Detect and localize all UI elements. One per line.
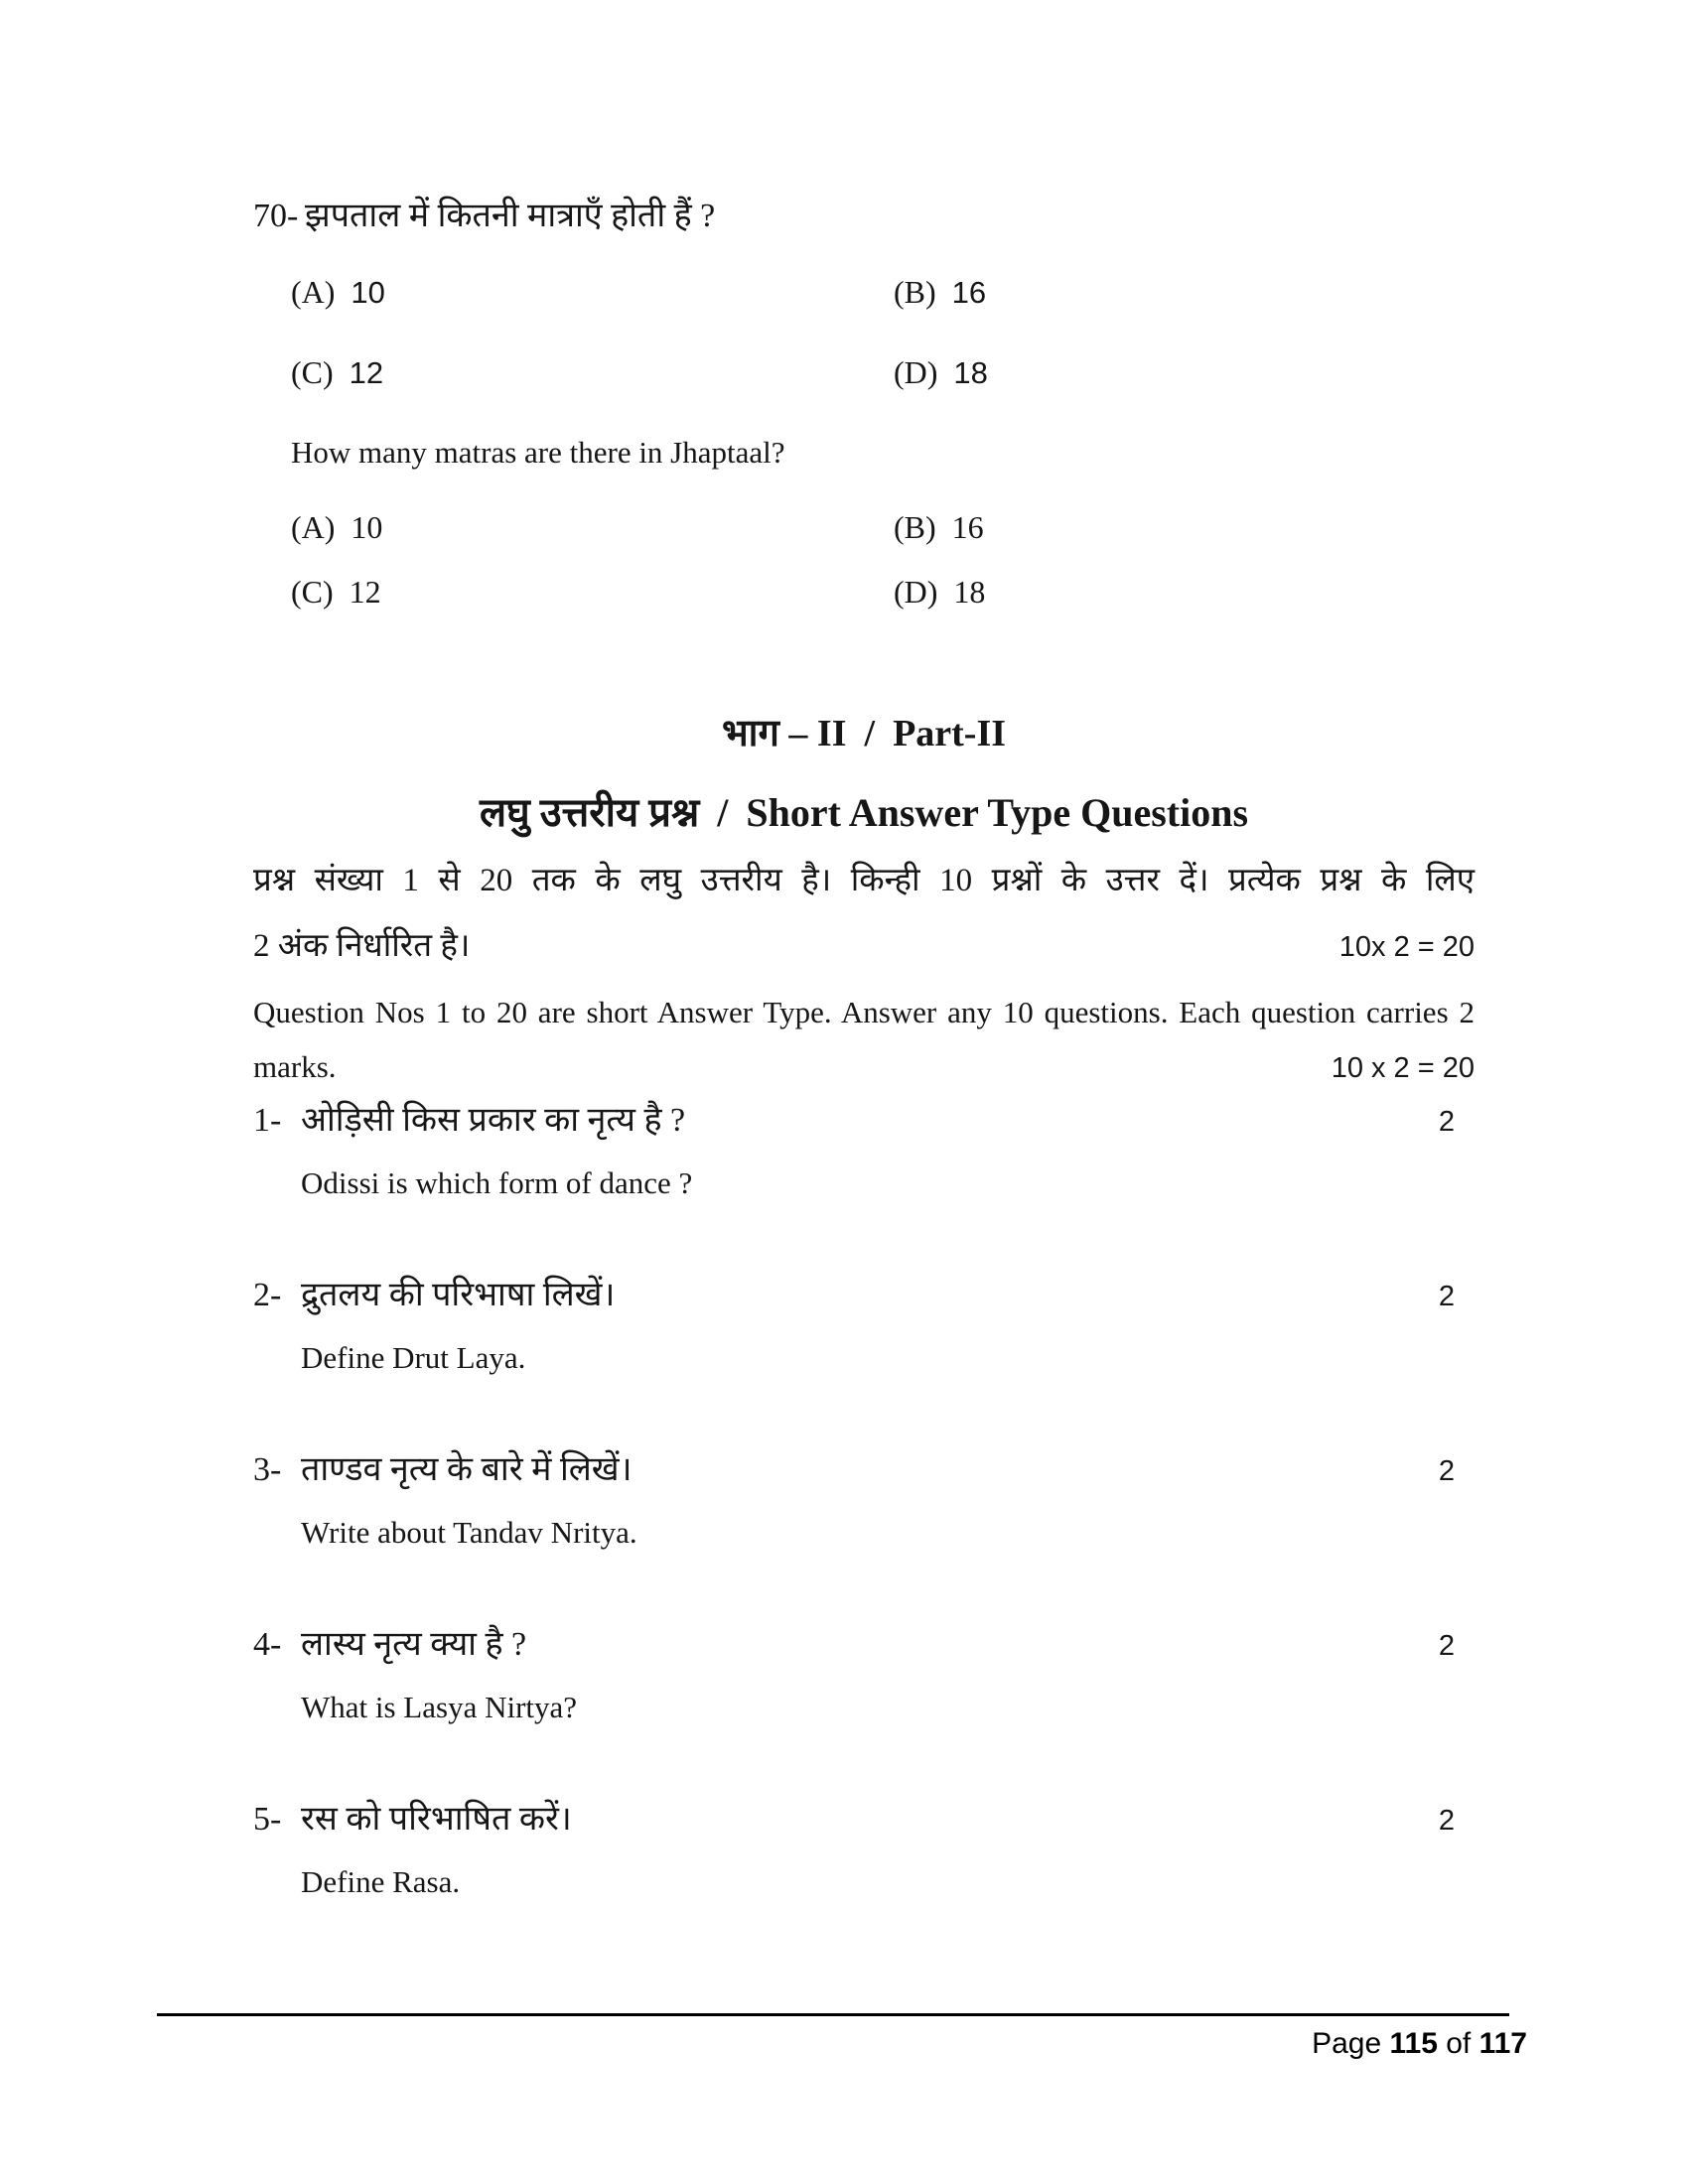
option-a-value: 10 xyxy=(351,275,385,310)
question-5 xyxy=(253,1797,1475,1904)
option-d-label: (D) xyxy=(894,354,938,390)
question-4-number: 4- xyxy=(253,1626,282,1663)
option-a-label: (A) xyxy=(291,509,336,545)
part-heading-english: Part-II xyxy=(893,713,1007,754)
option-d-value: 18 xyxy=(953,574,986,610)
question-4 xyxy=(253,1622,1475,1729)
page-number-total: 117 xyxy=(1478,2027,1527,2060)
option-a xyxy=(291,505,894,549)
footer-divider xyxy=(157,2013,1509,2016)
marks-formula-english: 10 x 2 = 20 xyxy=(1331,1052,1475,1084)
question-2 xyxy=(253,1273,1475,1380)
instructions-english-line2-row xyxy=(253,1045,1475,1090)
page-number xyxy=(1312,2027,1527,2061)
question-1-hindi: ओड़िसी किस प्रकार का नृत्य है ? xyxy=(301,1102,686,1139)
instructions-english-line1: Question Nos 1 to 20 are short Answer Type. Answer any 10 questions. Each question carries 2 xyxy=(253,995,1475,1029)
page-number-current: 115 xyxy=(1389,2027,1438,2060)
part-heading xyxy=(253,709,1475,758)
instructions-hindi-line2-row xyxy=(253,923,1475,970)
question-5-hindi: रस को परिभाषित करें। xyxy=(301,1801,572,1838)
instructions-english-line2: marks. xyxy=(253,1049,337,1084)
question-2-english: Define Drut Laya. xyxy=(301,1340,526,1375)
question-3-number: 3- xyxy=(253,1451,282,1488)
question-4-english: What is Lasya Nirtya? xyxy=(301,1690,578,1724)
option-c xyxy=(291,350,894,395)
page-number-of: of xyxy=(1437,2027,1479,2060)
question-5-number: 5- xyxy=(253,1801,282,1838)
question-70-number: 70- xyxy=(253,198,299,234)
section-heading-hindi: लघु उत्तरीय प्रश्न xyxy=(479,790,700,835)
option-c-label: (C) xyxy=(291,574,334,610)
question-70-options-hindi xyxy=(291,270,1475,395)
question-1-number: 1- xyxy=(253,1102,282,1139)
question-3-hindi: ताण्डव नृत्य के बारे में लिखें। xyxy=(301,1451,633,1488)
option-b-label: (B) xyxy=(894,509,936,545)
option-b-value: 16 xyxy=(951,275,987,310)
question-3-english: Write about Tandav Nritya. xyxy=(301,1515,637,1550)
option-a xyxy=(291,270,894,315)
option-b xyxy=(894,505,1475,549)
question-5-english: Define Rasa. xyxy=(301,1864,461,1899)
option-b-label: (B) xyxy=(894,274,936,310)
question-2-hindi: द्रुतलय की परिभाषा लिखें। xyxy=(301,1277,616,1313)
question-1-marks: 2 xyxy=(1438,1106,1455,1138)
question-5-marks: 2 xyxy=(1438,1805,1455,1837)
section-heading-separator: / xyxy=(717,790,729,835)
option-a-label: (A) xyxy=(291,274,336,310)
option-c-value: 12 xyxy=(349,574,381,610)
short-answer-questions xyxy=(253,1098,1475,1904)
marks-formula-hindi: 10x 2 = 20 xyxy=(1338,931,1475,963)
option-b xyxy=(894,270,1475,315)
instructions-hindi-line1: प्रश्न संख्या 1 से 20 तक के लघु उत्तरीय है। किन्ही 10 प्रश्नों के उत्तर दें। प्रत्येक प्रश्न के लिए xyxy=(253,863,1475,898)
question-4-marks: 2 xyxy=(1438,1630,1455,1662)
section-heading xyxy=(253,786,1475,840)
question-70-hindi-text: झपताल में कितनी मात्राएँ होती हैं ? xyxy=(305,198,716,234)
question-1 xyxy=(253,1098,1475,1205)
question-70-english: How many matras are there in Jhaptaal? xyxy=(291,435,785,470)
option-b-value: 16 xyxy=(951,509,984,545)
option-c xyxy=(291,570,894,614)
question-70-options-english xyxy=(291,505,1475,614)
question-3-marks: 2 xyxy=(1438,1455,1455,1487)
option-d-label: (D) xyxy=(894,574,938,610)
option-a-value: 10 xyxy=(351,509,383,545)
question-70-hindi xyxy=(253,194,1475,239)
option-d xyxy=(894,570,1475,614)
question-1-english: Odissi is which form of dance ? xyxy=(301,1165,693,1200)
page-number-prefix: Page xyxy=(1312,2027,1390,2060)
part-heading-separator: / xyxy=(864,713,876,754)
option-d-value: 18 xyxy=(953,355,988,390)
section-heading-english: Short Answer Type Questions xyxy=(746,790,1249,835)
option-c-label: (C) xyxy=(291,354,334,390)
instructions-hindi-line2: 2 अंक निर्धारित है। xyxy=(253,928,471,964)
question-4-hindi: लास्य नृत्य क्या है ? xyxy=(301,1626,527,1663)
question-2-marks: 2 xyxy=(1438,1281,1455,1312)
option-d xyxy=(894,350,1475,395)
part-heading-hindi: भाग – II xyxy=(721,713,847,754)
option-c-value: 12 xyxy=(349,355,384,390)
question-3 xyxy=(253,1447,1475,1555)
question-2-number: 2- xyxy=(253,1277,282,1313)
